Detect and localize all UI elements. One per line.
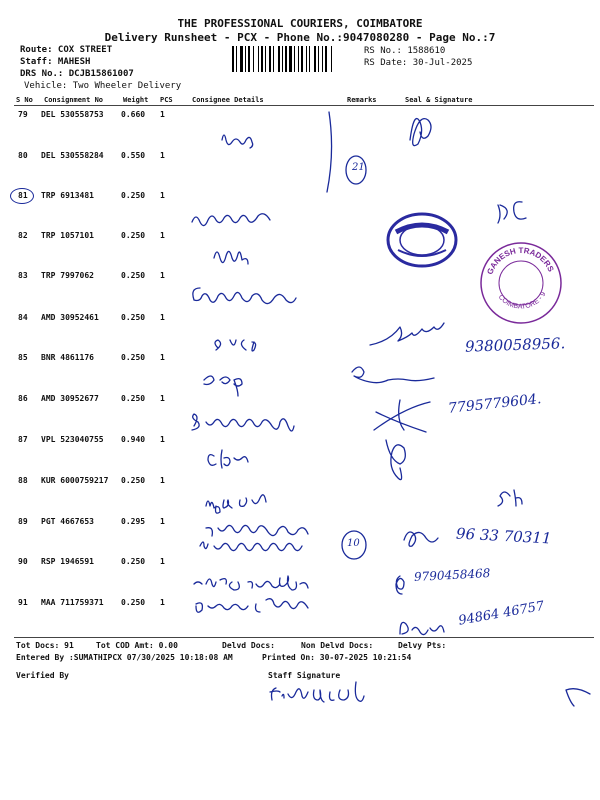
row-pcs: 1 — [160, 353, 165, 362]
phone-handwritten: 94864 46757 — [457, 598, 546, 629]
row-consignment-no: AMD 30952461 — [41, 313, 99, 322]
drs-label: DRS No.: DCJB15861007 — [20, 69, 134, 79]
svg-text:COIMBATORE - 9 — [497, 291, 548, 311]
stamp-text: GANESH TRADERS — [485, 245, 556, 276]
row-consignment-no: DEL 530558753 — [41, 110, 104, 119]
seal-signature — [352, 367, 434, 383]
row-sno: 79 — [18, 110, 28, 119]
company-title: THE PROFESSIONAL COURIERS, COIMBATORE — [177, 17, 423, 30]
signature-scribble — [327, 112, 332, 192]
seal-stamp-oval — [382, 210, 462, 270]
row-consignment-no: RSP 1946591 — [41, 557, 94, 566]
rs-number: RS No.: 1588610 — [364, 46, 446, 56]
col-remarks: Remarks — [347, 96, 377, 104]
row-sno: 85 — [18, 353, 28, 362]
seal-signature — [400, 622, 444, 634]
row-pcs: 1 — [160, 557, 165, 566]
row-pcs: 1 — [160, 435, 165, 444]
rs-date: RS Date: 30-Jul-2025 — [364, 58, 473, 68]
consignee-signature — [206, 495, 266, 513]
col-consignment: Consignment No — [44, 96, 104, 104]
seal-signature — [386, 440, 405, 480]
delivery-points: Delvy Pts: — [398, 641, 447, 650]
row-sno: 89 — [18, 517, 28, 526]
row-consignment-no: VPL 523040755 — [41, 435, 104, 444]
row-weight: 0.250 — [121, 557, 146, 566]
row-weight: 0.250 — [121, 231, 146, 240]
phone-handwritten: 7795779604. — [447, 391, 543, 417]
row-pcs: 1 — [160, 231, 165, 240]
row-weight: 0.250 — [121, 271, 146, 280]
row-sno: 81 — [18, 191, 28, 200]
row-weight: 0.250 — [121, 394, 146, 403]
remark-number: 10 — [347, 538, 360, 549]
verified-by: Verified By — [16, 671, 69, 680]
col-weight: Weight — [123, 96, 149, 104]
vehicle-label: Vehicle: Two Wheeler Delivery — [24, 81, 182, 91]
col-pcs: PCS — [160, 96, 173, 104]
tot-cod-amount: Tot COD Amt: 0.00 — [96, 641, 178, 650]
row-pcs: 1 — [160, 151, 165, 160]
col-seal: Seal & Signature — [405, 96, 473, 104]
row-weight: 0.295 — [121, 517, 146, 526]
row-sno: 84 — [18, 313, 28, 322]
row-sno: 82 — [18, 231, 28, 240]
row-weight: 0.250 — [121, 353, 146, 362]
row-sno: 91 — [18, 598, 28, 607]
seal-signature — [374, 400, 430, 432]
col-consignee: Consignee Details — [192, 96, 264, 104]
row-sno: 90 — [18, 557, 28, 566]
row-weight: 0.250 — [121, 476, 146, 485]
printed-on: Printed On: 30-07-2025 10:21:54 — [262, 653, 412, 662]
row-pcs: 1 — [160, 110, 165, 119]
row-weight: 0.250 — [121, 598, 146, 607]
staff-signature-label: Staff Signature — [268, 671, 341, 680]
row-pcs: 1 — [160, 476, 165, 485]
seal-signature — [410, 119, 431, 146]
row-consignment-no: TRP 7997062 — [41, 271, 94, 280]
row-sno: 86 — [18, 394, 28, 403]
row-sno: 80 — [18, 151, 28, 160]
consignee-signature — [215, 340, 256, 351]
row-pcs: 1 — [160, 394, 165, 403]
col-sno: S No — [16, 96, 33, 104]
consignee-signature — [193, 288, 296, 304]
row-sno: 87 — [18, 435, 28, 444]
row-pcs: 1 — [160, 271, 165, 280]
row-consignment-no: TRP 6913481 — [41, 191, 94, 200]
staff-signature — [270, 682, 364, 702]
row-consignment-no: KUR 6000759217 — [41, 476, 109, 485]
consignee-signature — [222, 135, 253, 148]
runsheet-title: Delivery Runsheet - PCX - Phone No.:9047080280 - Page No.:7 — [104, 31, 496, 44]
row-weight: 0.250 — [121, 313, 146, 322]
consignee-signature — [208, 450, 248, 468]
consignee-signature — [192, 414, 294, 431]
seal-signature — [498, 490, 522, 506]
corner-mark — [566, 689, 590, 706]
phone-handwritten: 9380058956. — [464, 334, 566, 356]
row-weight: 0.550 — [121, 151, 146, 160]
row-weight: 0.940 — [121, 435, 146, 444]
consignee-signature — [206, 525, 308, 536]
seal-signature — [396, 576, 404, 594]
consignee-signature — [214, 251, 248, 264]
row-sno: 88 — [18, 476, 28, 485]
tot-docs: Tot Docs: 91 — [16, 641, 74, 650]
row-consignment-no: TRP 1057101 — [41, 231, 94, 240]
staff-label: Staff: MAHESH — [20, 57, 91, 67]
footer-divider — [14, 637, 594, 638]
row-consignment-no: DEL 530558284 — [41, 151, 104, 160]
row-pcs: 1 — [160, 598, 165, 607]
seal-signature — [370, 323, 444, 345]
row-pcs: 1 — [160, 517, 165, 526]
consignee-signature — [200, 542, 302, 551]
consignee-signature — [194, 576, 308, 590]
row-consignment-no: AMD 30952677 — [41, 394, 99, 403]
seal-signature — [404, 532, 438, 546]
route-label: Route: COX STREET — [20, 45, 113, 55]
row-consignment-no: PGT 4667653 — [41, 517, 94, 526]
row-consignment-no: MAA 711759371 — [41, 598, 104, 607]
consignee-signature — [204, 376, 242, 396]
stamp-subtext: COIMBATORE - 9 — [496, 290, 548, 311]
phone-handwritten: 96 33 70311 — [455, 524, 552, 548]
entered-by: Entered By :SUMATHIPCX 07/30/2025 10:18:08 AM — [16, 653, 233, 662]
remark-number: 21 — [352, 162, 365, 173]
row-pcs: 1 — [160, 313, 165, 322]
seal-stamp-company — [478, 240, 564, 326]
seal-signature — [498, 202, 526, 223]
row-consignment-no: BNR 4861176 — [41, 353, 94, 362]
row-pcs: 1 — [160, 191, 165, 200]
phone-handwritten: 9790458468 — [413, 566, 491, 584]
non-delivered-docs: Non Delvd Docs: — [301, 641, 374, 650]
consignee-signature — [192, 214, 270, 226]
delivered-docs: Delvd Docs: — [222, 641, 275, 650]
row-weight: 0.660 — [121, 110, 146, 119]
row-sno: 83 — [18, 271, 28, 280]
consignee-signature — [196, 599, 308, 613]
row-weight: 0.250 — [121, 191, 146, 200]
